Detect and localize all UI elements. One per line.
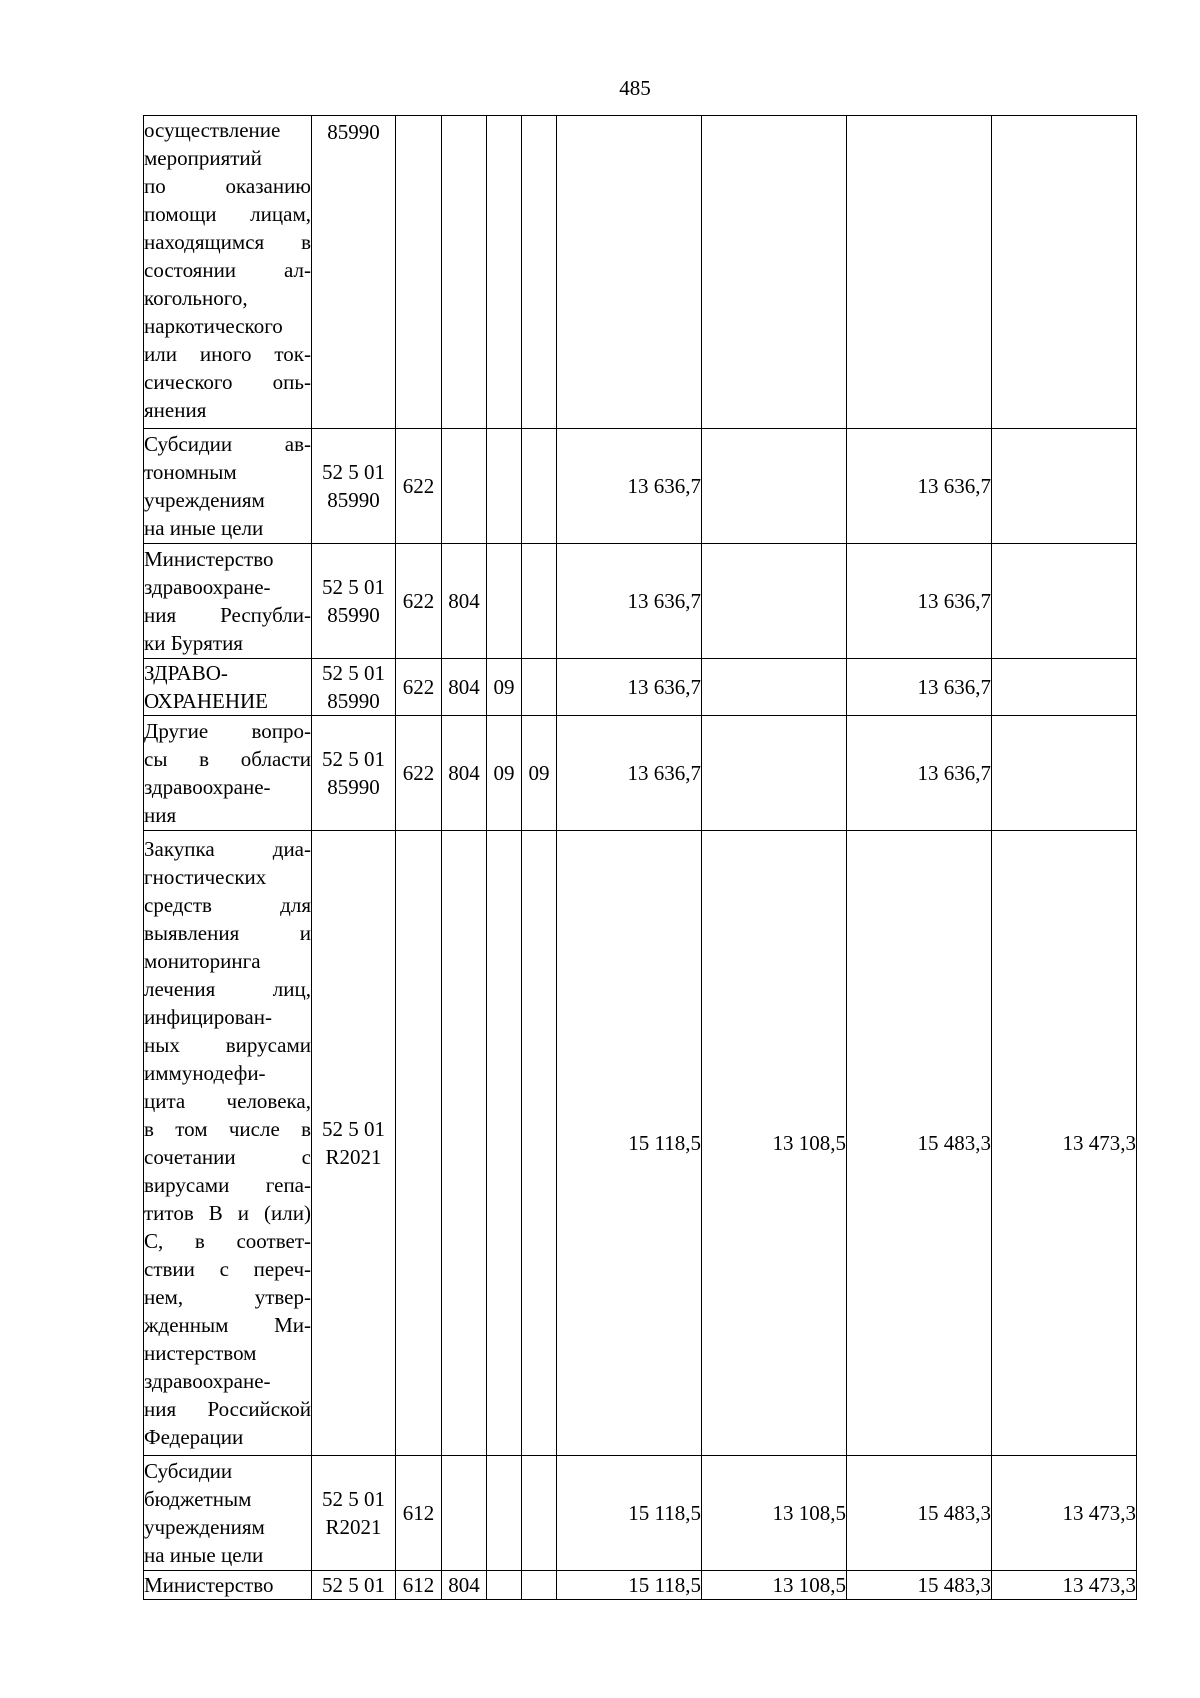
cell-amount-a3: 13 636,7 bbox=[847, 716, 992, 831]
table-row bbox=[144, 659, 1137, 716]
name-line: сы в области bbox=[144, 747, 311, 771]
name-line: мониторинга bbox=[144, 949, 261, 973]
cell-amount-a1: 13 636,7 bbox=[557, 544, 702, 659]
cell-c3 bbox=[396, 116, 442, 429]
cell-c6 bbox=[522, 116, 557, 429]
cell-code: 52 5 01 85990 bbox=[312, 716, 396, 831]
cell-name bbox=[144, 831, 312, 1456]
name-line: сического опь- bbox=[144, 370, 311, 394]
name-line: Министерство bbox=[144, 1573, 274, 1597]
cell-code: 52 5 01 85990 bbox=[312, 429, 396, 544]
cell-c4: 804 bbox=[442, 716, 487, 831]
cell-code: 52 5 01 R2021 bbox=[312, 1456, 396, 1571]
table-row bbox=[144, 1456, 1137, 1571]
cell-amount-a4 bbox=[992, 659, 1137, 716]
name-line: выявления и bbox=[144, 921, 311, 945]
name-line: помощи лицам, bbox=[144, 202, 311, 226]
name-line: состоянии ал- bbox=[144, 258, 311, 282]
cell-amount-a2 bbox=[702, 429, 847, 544]
name-line: Министерство bbox=[144, 547, 274, 571]
name-line: ки Бурятия bbox=[144, 631, 243, 655]
name-line: ния Российской bbox=[144, 1397, 311, 1421]
table-row bbox=[144, 544, 1137, 659]
cell-c4: 804 bbox=[442, 544, 487, 659]
cell-c4 bbox=[442, 831, 487, 1456]
cell-name bbox=[144, 716, 312, 831]
cell-amount-a4: 13 473,3 bbox=[992, 831, 1137, 1456]
name-line: ния bbox=[144, 803, 177, 827]
cell-c3: 612 bbox=[396, 1456, 442, 1571]
name-line: осуществление bbox=[144, 118, 281, 142]
cell-c5 bbox=[487, 1571, 522, 1600]
table-row bbox=[144, 1571, 1137, 1600]
cell-c5 bbox=[487, 1456, 522, 1571]
cell-c3 bbox=[396, 831, 442, 1456]
name-line: нем, утвер- bbox=[144, 1285, 311, 1309]
cell-c4 bbox=[442, 116, 487, 429]
cell-amount-a3: 13 636,7 bbox=[847, 659, 992, 716]
name-line: наркотического bbox=[144, 314, 283, 338]
name-line: здравоохране- bbox=[144, 1369, 271, 1393]
name-line: лечения лиц, bbox=[144, 977, 311, 1001]
cell-c5 bbox=[487, 544, 522, 659]
name-line: нистерством bbox=[144, 1341, 257, 1365]
name-line: бюджетным bbox=[144, 1487, 252, 1511]
budget-table bbox=[143, 115, 1137, 1600]
name-line: Субсидии bbox=[144, 1459, 233, 1483]
cell-amount-a1: 15 118,5 bbox=[557, 1456, 702, 1571]
cell-c4: 804 bbox=[442, 1571, 487, 1600]
cell-code: 52 5 01 85990 bbox=[312, 659, 396, 716]
name-line: когольного, bbox=[144, 286, 248, 310]
cell-amount-a4 bbox=[992, 544, 1137, 659]
name-line: ЗДРАВО- bbox=[144, 661, 228, 685]
cell-amount-a2: 13 108,5 bbox=[702, 1456, 847, 1571]
cell-amount-a3: 13 636,7 bbox=[847, 544, 992, 659]
cell-name bbox=[144, 1456, 312, 1571]
cell-amount-a3: 15 483,3 bbox=[847, 831, 992, 1456]
cell-c4 bbox=[442, 429, 487, 544]
cell-c5 bbox=[487, 116, 522, 429]
name-line: вирусами гепа- bbox=[144, 1173, 311, 1197]
cell-amount-a1: 15 118,5 bbox=[557, 831, 702, 1456]
cell-amount-a1: 15 118,5 bbox=[557, 1571, 702, 1600]
name-line: находящимся в bbox=[144, 230, 311, 254]
cell-c6 bbox=[522, 1456, 557, 1571]
cell-name bbox=[144, 1571, 312, 1600]
table-row bbox=[144, 716, 1137, 831]
cell-name bbox=[144, 659, 312, 716]
cell-amount-a3: 15 483,3 bbox=[847, 1571, 992, 1600]
cell-name bbox=[144, 544, 312, 659]
name-line: ных вирусами bbox=[144, 1033, 311, 1057]
cell-code: 52 5 01 85990 bbox=[312, 544, 396, 659]
cell-c6 bbox=[522, 1571, 557, 1600]
cell-code: 85990 bbox=[312, 116, 396, 429]
name-line: учреждениям bbox=[144, 1515, 265, 1539]
name-line: средств для bbox=[144, 893, 311, 917]
cell-code: 52 5 01 R2021 bbox=[312, 831, 396, 1456]
cell-amount-a3: 15 483,3 bbox=[847, 1456, 992, 1571]
cell-c5 bbox=[487, 429, 522, 544]
name-line: Субсидии ав- bbox=[144, 432, 311, 456]
cell-amount-a4 bbox=[992, 116, 1137, 429]
cell-amount-a2 bbox=[702, 659, 847, 716]
cell-c6 bbox=[522, 429, 557, 544]
name-line: или иного ток- bbox=[144, 342, 311, 366]
cell-amount-a4: 13 473,3 bbox=[992, 1571, 1137, 1600]
table-row bbox=[144, 429, 1137, 544]
name-line: гностических bbox=[144, 865, 267, 889]
cell-c3: 622 bbox=[396, 716, 442, 831]
cell-amount-a1 bbox=[557, 116, 702, 429]
cell-amount-a1: 13 636,7 bbox=[557, 429, 702, 544]
cell-name bbox=[144, 116, 312, 429]
cell-amount-a4 bbox=[992, 716, 1137, 831]
name-line: ОХРАНЕНИЕ bbox=[144, 689, 269, 713]
name-line: учреждениям bbox=[144, 488, 265, 512]
name-line: мероприятий bbox=[144, 146, 262, 170]
cell-c5: 09 bbox=[487, 716, 522, 831]
cell-c4: 804 bbox=[442, 659, 487, 716]
table-row bbox=[144, 116, 1137, 429]
cell-amount-a3 bbox=[847, 116, 992, 429]
name-line: инфицирован- bbox=[144, 1005, 272, 1029]
cell-amount-a2 bbox=[702, 544, 847, 659]
cell-amount-a2: 13 108,5 bbox=[702, 831, 847, 1456]
cell-amount-a3: 13 636,7 bbox=[847, 429, 992, 544]
table-body bbox=[144, 116, 1137, 1600]
name-line: Закупка диа- bbox=[144, 837, 311, 861]
cell-amount-a2 bbox=[702, 116, 847, 429]
cell-amount-a4 bbox=[992, 429, 1137, 544]
name-line: ния Республи- bbox=[144, 603, 311, 627]
name-line: здравоохране- bbox=[144, 575, 271, 599]
cell-c3: 612 bbox=[396, 1571, 442, 1600]
cell-c6 bbox=[522, 659, 557, 716]
table-row bbox=[144, 831, 1137, 1456]
cell-name bbox=[144, 429, 312, 544]
name-line: иммунодефи- bbox=[144, 1061, 266, 1085]
cell-c6 bbox=[522, 831, 557, 1456]
name-line: титов В и (или) bbox=[144, 1201, 311, 1225]
cell-c4 bbox=[442, 1456, 487, 1571]
cell-c5: 09 bbox=[487, 659, 522, 716]
cell-c6 bbox=[522, 544, 557, 659]
name-line: в том числе в bbox=[144, 1117, 311, 1141]
cell-amount-a2 bbox=[702, 716, 847, 831]
name-line: по оказанию bbox=[144, 174, 311, 198]
page-number: 485 bbox=[619, 76, 651, 100]
name-line: Другие вопро- bbox=[144, 719, 311, 743]
name-line: сочетании с bbox=[144, 1145, 311, 1169]
name-line: С, в соответ- bbox=[144, 1229, 311, 1253]
name-line: цита человека, bbox=[144, 1089, 311, 1113]
name-line: на иные цели bbox=[144, 1543, 264, 1567]
cell-code: 52 5 01 bbox=[312, 1571, 396, 1600]
cell-amount-a1: 13 636,7 bbox=[557, 716, 702, 831]
cell-c3: 622 bbox=[396, 659, 442, 716]
cell-amount-a4: 13 473,3 bbox=[992, 1456, 1137, 1571]
name-line: здравоохране- bbox=[144, 775, 271, 799]
cell-c6: 09 bbox=[522, 716, 557, 831]
cell-c5 bbox=[487, 831, 522, 1456]
name-line: тономным bbox=[144, 460, 237, 484]
cell-c3: 622 bbox=[396, 544, 442, 659]
name-line: янения bbox=[144, 398, 207, 422]
cell-amount-a1: 13 636,7 bbox=[557, 659, 702, 716]
name-line: на иные цели bbox=[144, 516, 264, 540]
cell-c3: 622 bbox=[396, 429, 442, 544]
name-line: Федерации bbox=[144, 1425, 244, 1449]
cell-amount-a2: 13 108,5 bbox=[702, 1571, 847, 1600]
name-line: ствии с переч- bbox=[144, 1257, 311, 1281]
name-line: жденным Ми- bbox=[144, 1313, 311, 1337]
